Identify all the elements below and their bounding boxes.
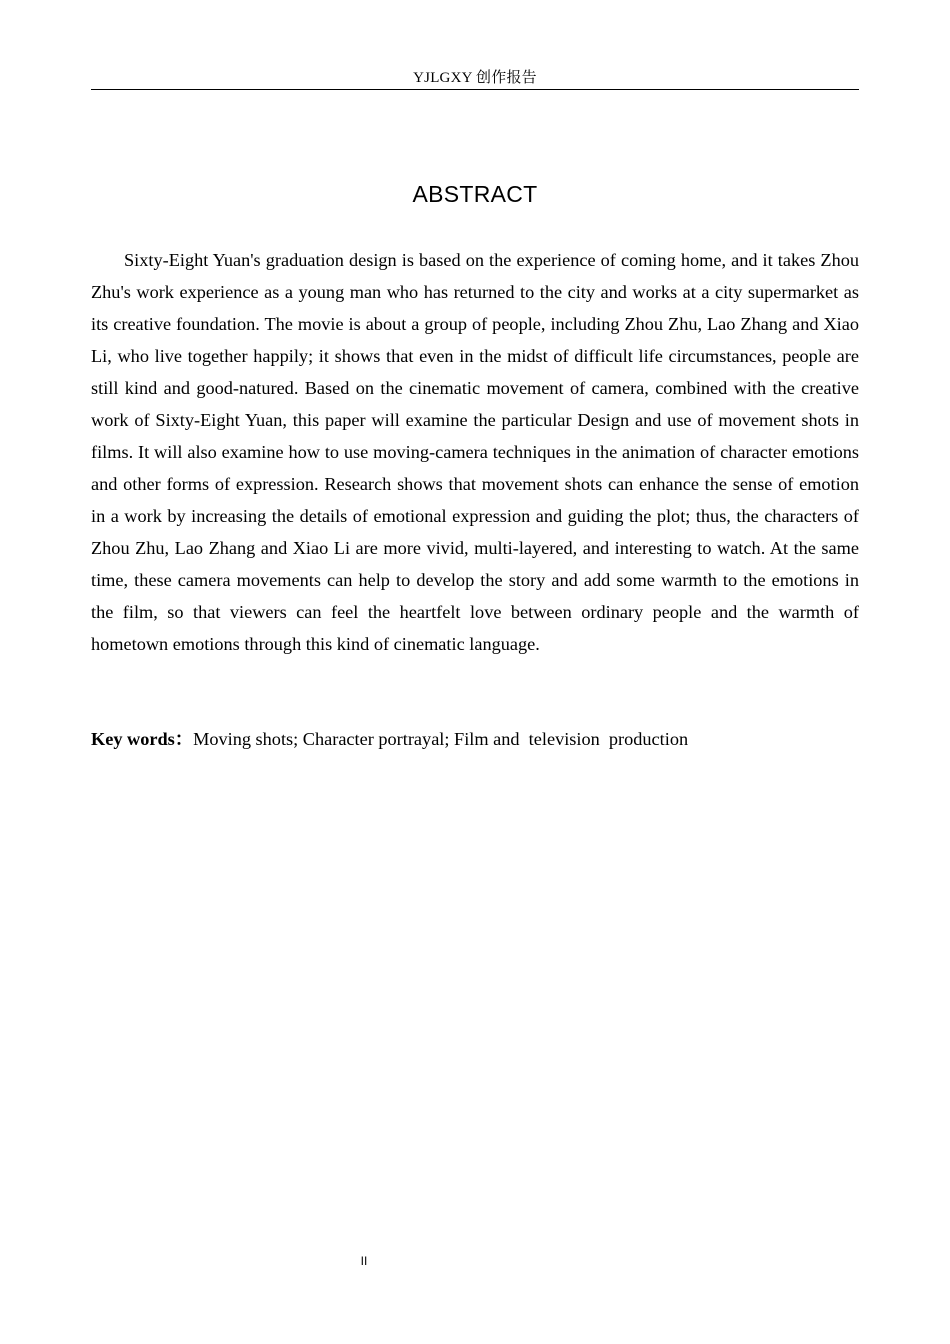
keywords-line xyxy=(91,723,859,755)
keywords-text: Moving shots; Character portrayal; Film and television production xyxy=(193,729,689,749)
abstract-title: ABSTRACT xyxy=(412,181,538,207)
page-number: II xyxy=(360,1254,368,1268)
running-header: YJLGXY 创作报告 xyxy=(413,70,537,86)
header-rule xyxy=(91,89,859,90)
keywords-label: Key words： xyxy=(91,729,194,749)
abstract-body: Sixty-Eight Yuan's graduation design is based on the experience of coming home, and it takes Zhou Zhu's work experience as a young man who has returned to the city and works at a city supermarket as its creative foundation. The movie is about a group of people, including Zhou Zhu, Lao Zhang and Xiao Li, who live together happily; it shows that even in the midst of difficult life circumstances, people are still kind and good-natured. Based on the cinematic movement of camera, combined with the creative work of Sixty-Eight Yuan, this paper will examine the particular Design and use of movement shots in films. It will also examine how to use moving-camera techniques in the animation of character emotions and other forms of expression. Research shows that movement shots can enhance the sense of emotion in a work by increasing the details of emotional expression and guiding the plot; thus, the characters of Zhou Zhu, Lao Zhang and Xiao Li are more vivid, multi-layered, and interesting to watch. At the same time, these camera movements can help to develop the story and add some warmth to the emotions in the film, so that viewers can feel the heartfelt love between ordinary people and the warmth of hometown emotions through this kind of cinematic language. xyxy=(91,250,859,654)
